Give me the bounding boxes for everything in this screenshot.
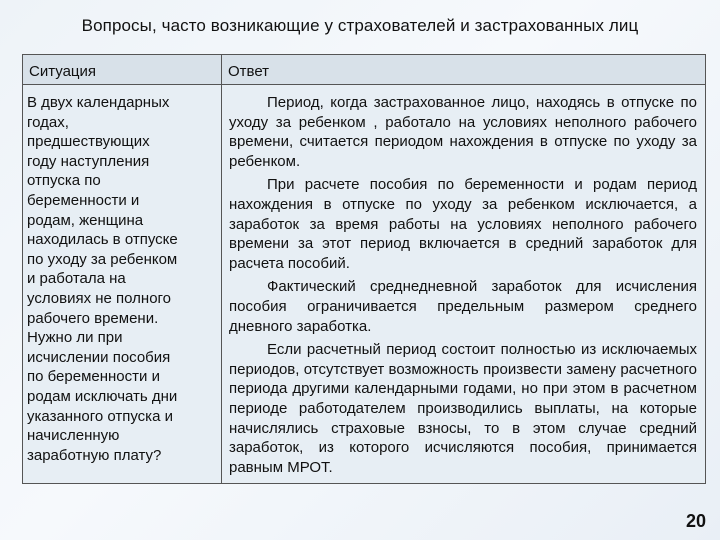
- situation-line: по беременности и: [27, 368, 160, 386]
- slide-title: Вопросы, часто возникающие у страхователей и застрахованных лиц: [81, 16, 639, 35]
- situation-cell: [23, 85, 222, 484]
- situation-line: годах,: [27, 113, 69, 131]
- answer-paragraph: Если расчетный период состоит полностью из исключаемых периодов, отсутствует возможность произвести замену расчетного периода другими календарными годами, но при этом в расчетном периоде работодателем производились выплаты, на которые начислялись страховые взносы, то в этом случае средний заработок, из которого исчисляются пособия, принимается равным МРОТ.: [229, 341, 697, 476]
- situation-line: заработную плату?: [27, 446, 162, 464]
- situation-line: находилась в отпуске: [27, 231, 178, 249]
- table-header-row: [23, 55, 706, 85]
- qa-table: [22, 54, 706, 484]
- header-situation: Ситуация: [23, 55, 222, 85]
- answer-paragraph: Фактический среднедневной заработок для исчисления пособия ограничивается предельным размером среднего дневного заработка.: [229, 278, 697, 335]
- situation-line: исчислении пособия: [27, 348, 171, 366]
- header-answer: Ответ: [222, 55, 706, 85]
- situation-line: родам исключать дни: [27, 387, 178, 405]
- situation-line: предшествующих: [27, 133, 150, 151]
- page-number: 20: [685, 511, 706, 531]
- situation-line: году наступления: [27, 152, 150, 170]
- situation-line: Нужно ли при: [27, 329, 123, 347]
- answer-paragraph: При расчете пособия по беременности и родам период нахождения в отпуске по уходу за ребенком исключается, а заработок за время работы на условиях неполного рабочего времени за этот период включается в средний заработок для расчета пособий.: [229, 176, 697, 272]
- situation-line: отпуска по: [27, 172, 101, 190]
- table-row: [23, 85, 706, 484]
- situation-line: и работала на: [27, 270, 126, 288]
- situation-line: беременности и: [27, 191, 140, 209]
- situation-line: начисленную: [27, 427, 120, 445]
- situation-line: указанного отпуска и: [27, 407, 173, 425]
- situation-line: условиях не полного: [27, 289, 172, 307]
- answer-cell: [222, 85, 706, 484]
- situation-line: по уходу за ребенком: [27, 250, 178, 268]
- situation-line: В двух календарных: [27, 94, 170, 111]
- situation-line: рабочего времени.: [27, 309, 159, 327]
- situation-line: родам, женщина: [27, 211, 144, 229]
- answer-paragraph: Период, когда застрахованное лицо, находясь в отпуске по уходу за ребенком , работало на условиях неполного рабочего времени, считается периодом нахождения в отпуске по уходу за ребенком.: [229, 94, 697, 170]
